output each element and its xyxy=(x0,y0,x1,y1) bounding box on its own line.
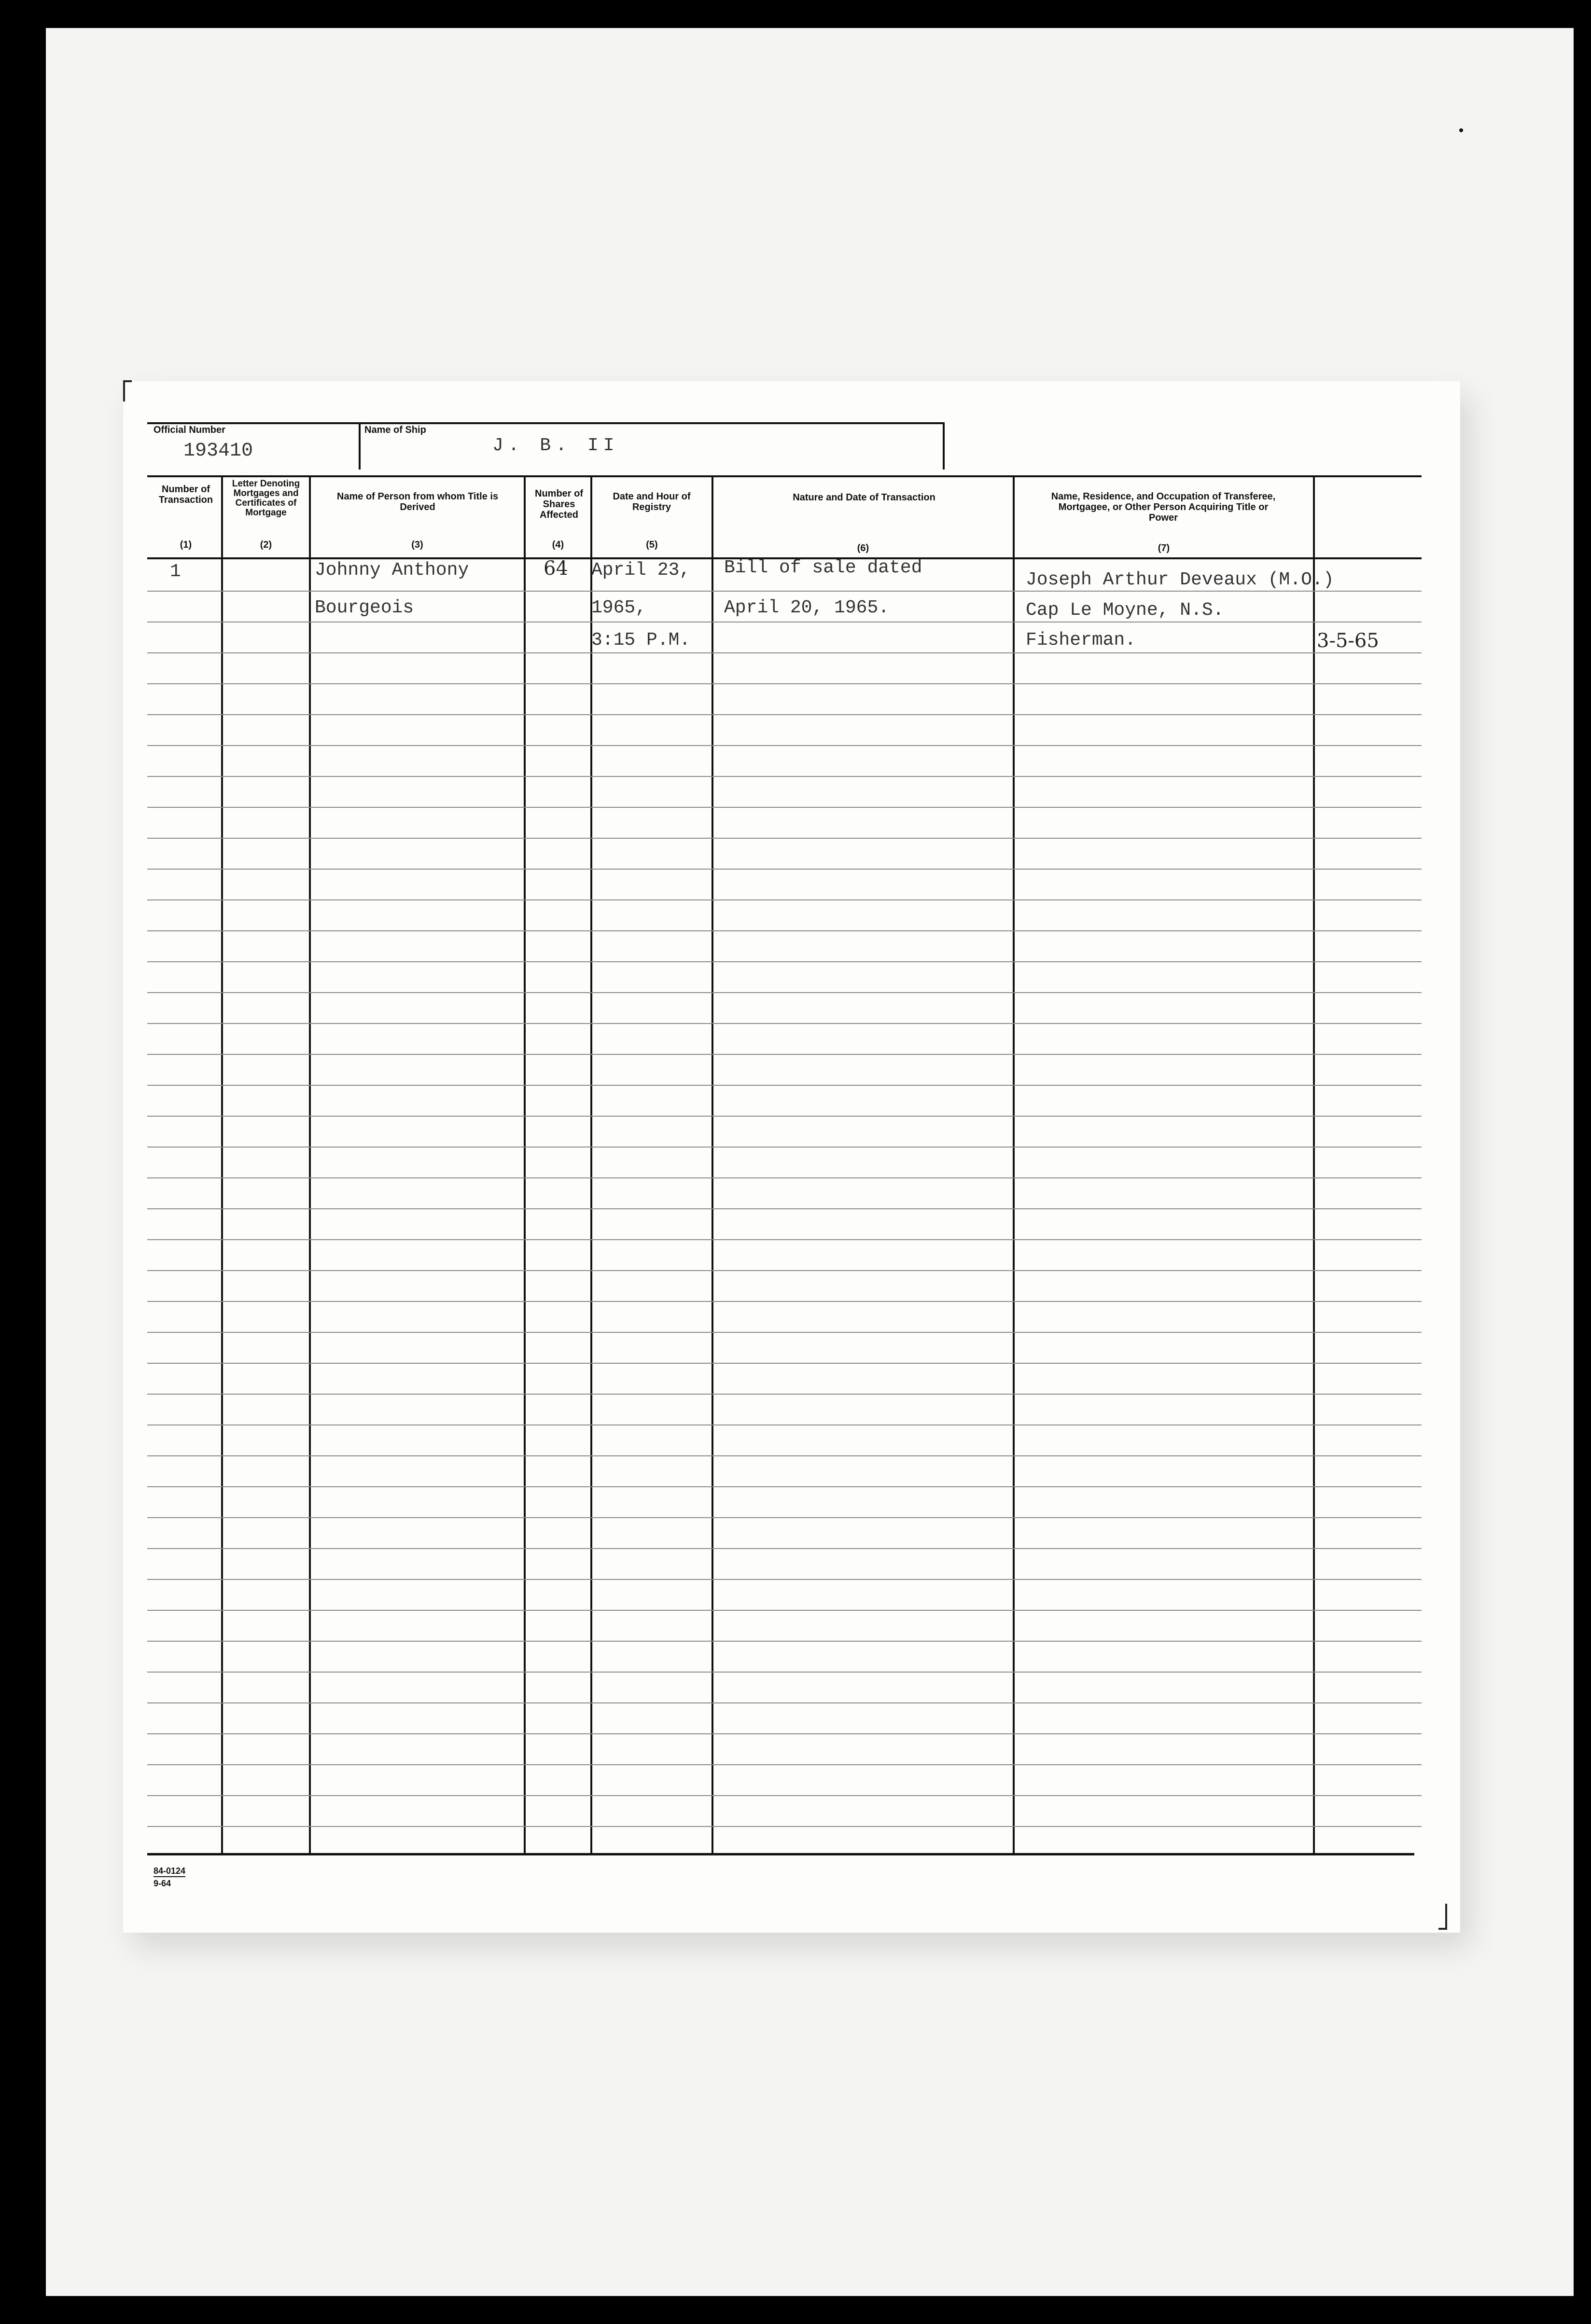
ruled-line xyxy=(147,1702,1422,1703)
ruled-line xyxy=(147,1054,1422,1055)
ruled-line xyxy=(147,1085,1422,1086)
column-heading-4: Number of Shares Affected xyxy=(535,488,583,520)
registry-date-line-2: 1965, xyxy=(591,597,647,618)
registry-time: 3:15 P.M. xyxy=(591,630,691,650)
ruled-line xyxy=(147,1455,1422,1456)
column-heading-5: Date and Hour of Registry xyxy=(613,491,691,512)
column-heading-6: Nature and Date of Transaction xyxy=(793,492,935,503)
column-divider-2 xyxy=(309,475,311,1854)
ruled-line xyxy=(147,1239,1422,1240)
ruled-line xyxy=(147,1579,1422,1580)
ruled-line xyxy=(147,930,1422,931)
ruled-line xyxy=(147,1826,1422,1827)
ruled-line xyxy=(147,1672,1422,1673)
column-divider-3 xyxy=(524,475,526,1854)
transaction-number: 1 xyxy=(170,561,181,582)
ruled-line xyxy=(147,1147,1422,1148)
column-number-5: (5) xyxy=(646,540,658,550)
ruled-line xyxy=(147,961,1422,962)
ruled-line xyxy=(147,838,1422,839)
acquirer-name: Joseph Arthur Deveaux (M.O.) xyxy=(1026,569,1334,590)
ruled-line xyxy=(147,992,1422,993)
ruled-line xyxy=(147,899,1422,900)
margin-date-note: 3-5-65 xyxy=(1317,630,1379,652)
page-corner-mark xyxy=(1438,1904,1447,1930)
header-right-border xyxy=(943,422,945,470)
nature-line-1: Bill of sale dated xyxy=(724,557,922,578)
ruled-line xyxy=(147,1023,1422,1024)
column-heading-2: Letter Denoting Mortgages and Certificates of Mortgage xyxy=(232,479,300,518)
column-number-7: (7) xyxy=(1158,543,1170,553)
film-speck xyxy=(1459,128,1463,132)
name-of-ship-label: Name of Ship xyxy=(364,425,426,435)
ruled-line xyxy=(147,1177,1422,1178)
column-heading-3: Name of Person from whom Title is Derived xyxy=(336,491,499,512)
ruled-line xyxy=(147,1641,1422,1642)
acquirer-occupation: Fisherman. xyxy=(1026,630,1136,650)
ruled-line xyxy=(147,1394,1422,1395)
ruled-line xyxy=(147,1610,1422,1611)
ruled-line xyxy=(147,1548,1422,1549)
official-number-value: 193410 xyxy=(183,440,253,462)
ruled-line xyxy=(147,1208,1422,1209)
ruled-line xyxy=(147,807,1422,808)
table-bottom-border xyxy=(147,1853,1414,1855)
ruled-line xyxy=(147,1116,1422,1117)
ruled-line xyxy=(147,1363,1422,1364)
registry-date-line-1: April 23, xyxy=(591,560,691,581)
column-divider-7 xyxy=(1313,475,1315,1854)
ruled-line xyxy=(147,683,1422,684)
column-divider-1 xyxy=(221,475,223,1854)
ruled-line xyxy=(147,1301,1422,1302)
column-heading-1: Number of Transaction xyxy=(158,484,213,505)
official-number-label: Official Number xyxy=(154,425,225,435)
form-number-date: 9-64 xyxy=(154,1879,171,1888)
column-divider-5 xyxy=(712,475,713,1854)
ruled-line xyxy=(147,1795,1422,1796)
ruled-line xyxy=(147,1486,1422,1487)
ruled-line xyxy=(147,591,1422,592)
page-corner-mark xyxy=(123,380,132,401)
name-of-ship-value: J. B. II xyxy=(492,435,619,456)
ruled-line xyxy=(147,1332,1422,1333)
column-number-2: (2) xyxy=(260,540,272,550)
column-heading-7: Name, Residence, and Occupation of Transferee, Mortgagee, or Other Person Acquiring Title or Power xyxy=(1051,491,1276,523)
title-from-line-1: Johnny Anthony xyxy=(315,560,469,581)
column-number-3: (3) xyxy=(411,540,423,550)
form-number-code: 84-0124 xyxy=(154,1866,185,1877)
header-top-border xyxy=(147,422,945,424)
ruled-line xyxy=(147,776,1422,777)
shares-affected: 64 xyxy=(544,557,568,580)
table-top-border xyxy=(147,475,1422,477)
ruled-line xyxy=(147,1517,1422,1518)
ruled-line xyxy=(147,745,1422,746)
nature-line-2: April 20, 1965. xyxy=(724,597,890,618)
column-number-1: (1) xyxy=(180,540,192,550)
column-divider-4 xyxy=(590,475,592,1854)
ruled-line xyxy=(147,652,1422,653)
ruled-line xyxy=(147,1270,1422,1271)
column-number-6: (6) xyxy=(857,543,869,553)
ruled-line xyxy=(147,1764,1422,1765)
ruled-line xyxy=(147,1733,1422,1734)
title-from-line-2: Bourgeois xyxy=(315,597,414,618)
column-divider-6 xyxy=(1013,475,1015,1854)
ruled-line xyxy=(147,714,1422,715)
acquirer-residence: Cap Le Moyne, N.S. xyxy=(1026,600,1224,621)
column-number-4: (4) xyxy=(552,540,564,550)
header-divider xyxy=(359,422,361,470)
ruled-line xyxy=(147,869,1422,870)
